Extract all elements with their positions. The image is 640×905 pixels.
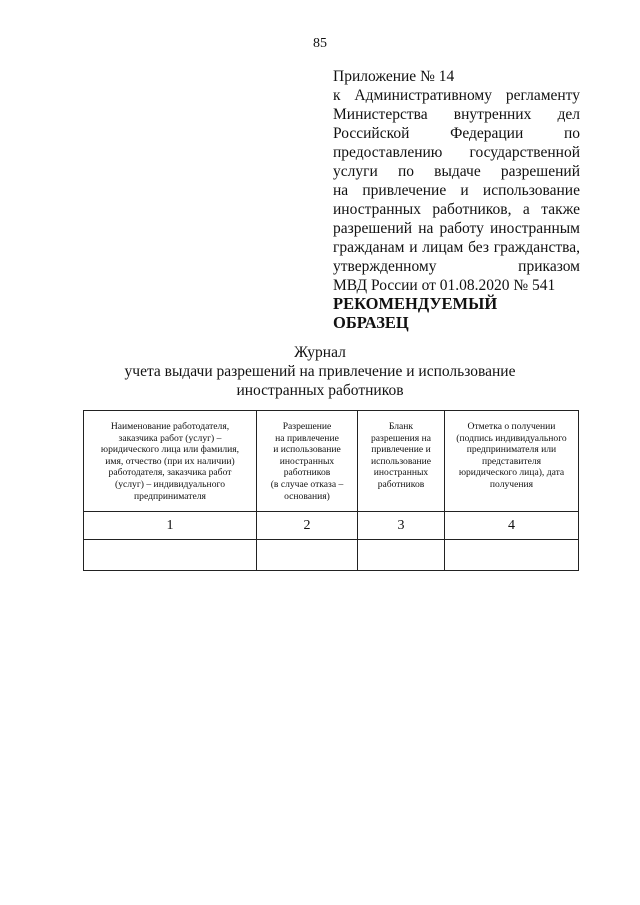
appendix-line: МВД России от 01.08.2020 № 541 [333,277,556,294]
recommended-sample-heading [333,294,497,332]
appendix-line: к Административному регламенту [333,87,580,104]
empty-cell [358,540,445,571]
journal-subtitle-line-2: иностранных работников [236,382,404,399]
appendix-line: предоставлению государственной [333,144,580,161]
header-cell-receipt: Отметка о получении (подпись индивидуального предпринимателя или представителя юридического лица), дата получения [445,411,579,512]
empty-cell [84,540,257,571]
appendix-line: на привлечение и использование [333,182,580,199]
appendix-block [333,67,580,295]
stamp-line-1: РЕКОМЕНДУЕМЫЙ [333,294,498,313]
journal-title-block [0,343,640,400]
table-number-row [84,512,579,540]
column-number-cell: 1 [84,512,257,540]
appendix-line: утвержденному приказом [333,258,580,275]
journal-subtitle-line-1: учета выдачи разрешений на привлечение и использование [124,363,516,380]
header-cell-blank: Бланк разрешения на привлечение и использование иностранных работников [358,411,445,512]
appendix-line: услуги по выдаче разрешений [333,163,580,180]
empty-cell [257,540,358,571]
appendix-line: гражданам и лицам без гражданства, [333,239,580,256]
appendix-line: Приложение № 14 [333,68,455,85]
table-empty-row [84,540,579,571]
header-cell-employer: Наименование работодателя, заказчика работ (услуг) – юридического лица или фамилия, имя, отчество (при их наличии) работодателя, заказчика работ (услуг) – индивидуального предпринимателя [84,411,257,512]
column-number-cell: 2 [257,512,358,540]
appendix-line: Российской Федерации по [333,125,580,142]
appendix-line: иностранных работников, а также [333,201,580,218]
journal-title: Журнал [294,344,346,361]
header-cell-permit: Разрешение на привлечение и использование иностранных работников (в случае отказа – основания) [257,411,358,512]
page-number: 85 [313,36,327,51]
appendix-line: разрешений на работу иностранным [333,220,580,237]
empty-cell [445,540,579,571]
appendix-line: Министерства внутренних дел [333,106,580,123]
column-number-cell: 4 [445,512,579,540]
journal-table [83,410,579,571]
stamp-line-2: ОБРАЗЕЦ [333,313,409,332]
column-number-cell: 3 [358,512,445,540]
table-header-row [84,411,579,512]
